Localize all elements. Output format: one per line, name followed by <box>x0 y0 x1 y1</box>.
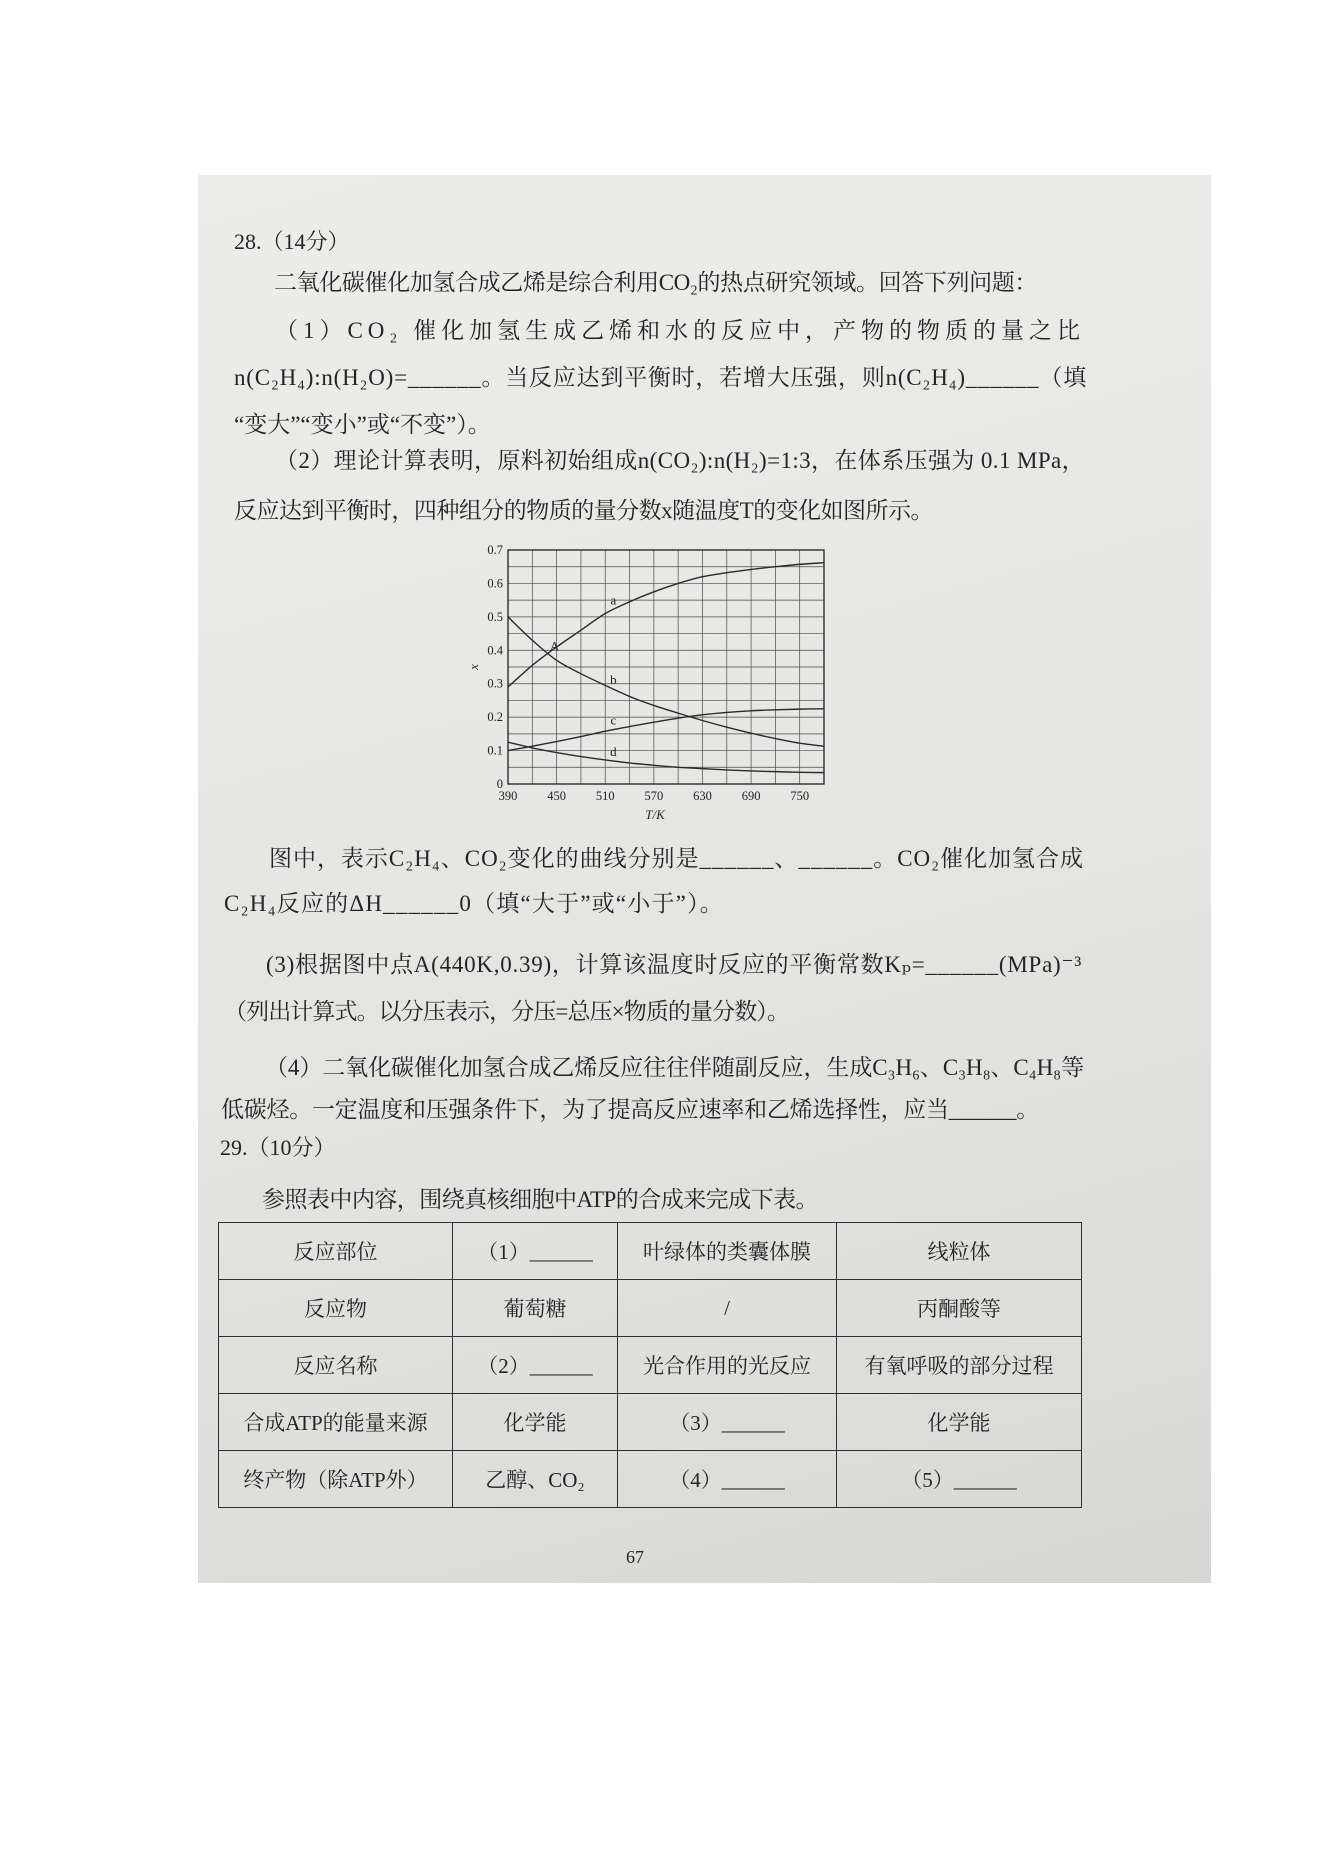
table-cell: 丙酮酸等 <box>837 1280 1082 1337</box>
part-1-line-1: （1）CO₂ 催化加氢生成乙烯和水的反应中，产物的物质的量之比 <box>275 318 1085 343</box>
x-tick-label: 510 <box>595 789 615 803</box>
table-cell: 化学能 <box>453 1394 618 1451</box>
part-4-line-1: （4）二氧化碳催化加氢合成乙烯反应往往伴随副反应，生成C₃H₆、C₃H₈、C₄H₈等 <box>265 1055 1084 1080</box>
series-line-a <box>508 563 824 687</box>
part-2-line-4: C₂H₄反应的ΔH______0（填“大于”或“小于”）。 <box>224 891 724 916</box>
y-tick-label: 0.7 <box>487 543 503 557</box>
x-tick-label: 390 <box>498 789 518 803</box>
x-axis-label: T/K <box>645 807 665 822</box>
part-1-line-2: n(C₂H₄):n(H₂O)=______。当反应达到平衡时，若增大压强，则n(C₂H₄)______（填 <box>234 365 1087 390</box>
table-cell: （5）______ <box>837 1451 1082 1508</box>
series-line-d <box>508 742 824 772</box>
table-cell: （4）______ <box>618 1451 837 1508</box>
y-tick-label: 0.1 <box>487 743 503 758</box>
x-tick-label: 450 <box>547 789 566 803</box>
y-tick-label: 0 <box>496 777 503 791</box>
y-tick-label: 0.2 <box>487 710 503 725</box>
table-cell: （1）______ <box>453 1223 618 1280</box>
row-header-reaction-site: 反应部位 <box>219 1223 453 1280</box>
table-row <box>219 1337 1082 1394</box>
y-tick-label: 0.6 <box>487 576 503 591</box>
part-4-line-2: 低碳烃。一定温度和压强条件下，为了提高反应速率和乙烯选择性，应当______。 <box>221 1097 1040 1122</box>
part-2-line-3: 图中，表示C₂H₄、CO₂变化的曲线分别是______、______。CO₂催化加氢合成 <box>269 846 1084 871</box>
chart-grid <box>508 550 824 784</box>
table-cell: 乙醇、CO₂ <box>453 1451 618 1508</box>
series-line-b <box>508 617 824 746</box>
chart-marks <box>487 543 824 803</box>
part-2-line-2: 反应达到平衡时，四种组分的物质的量分数x随温度T的变化如图所示。 <box>234 498 933 523</box>
part-1-line-3: “变大”“变小”或“不变”）。 <box>234 412 491 437</box>
point-label-A: A <box>549 638 560 654</box>
table-row <box>219 1280 1082 1337</box>
question-28-intro: 二氧化碳催化加氢合成乙烯是综合利用CO₂的热点研究领域。回答下列问题： <box>274 270 1037 295</box>
table-cell: 光合作用的光反应 <box>618 1337 837 1394</box>
y-axis-label: x <box>466 664 481 670</box>
part-2-line-1: （2）理论计算表明，原料初始组成n(CO₂):n(H₂)=1:3，在体系压强为 0.1 MPa， <box>275 448 1085 473</box>
table-cell: （2）______ <box>453 1337 618 1394</box>
table-cell: 有氧呼吸的部分过程 <box>837 1337 1082 1394</box>
table-row <box>219 1394 1082 1451</box>
table-cell: 葡萄糖 <box>453 1280 618 1337</box>
y-tick-label: 0.5 <box>487 609 503 624</box>
table-row <box>219 1451 1082 1508</box>
table-cell: 叶绿体的类囊体膜 <box>618 1223 837 1280</box>
question-29-number: 29.（10分） <box>220 1135 336 1160</box>
page-number: 67 <box>626 1547 644 1567</box>
question-28-number: 28.（14分） <box>234 229 350 254</box>
series-label-b: b <box>610 672 617 688</box>
y-tick-label: 0.3 <box>487 676 503 691</box>
x-tick-label: 690 <box>741 789 761 803</box>
question-29-intro: 参照表中内容，围绕真核细胞中ATP的合成来完成下表。 <box>262 1187 818 1212</box>
x-tick-label: 570 <box>644 789 664 803</box>
y-tick-label: 0.4 <box>487 643 503 658</box>
x-tick-label: 630 <box>693 789 712 803</box>
x-tick-label: 750 <box>790 789 810 803</box>
table-cell: / <box>618 1280 837 1337</box>
table-row <box>219 1223 1082 1280</box>
row-header-reaction-name: 反应名称 <box>219 1337 453 1394</box>
table-cell: 化学能 <box>837 1394 1082 1451</box>
table-cell: 线粒体 <box>837 1223 1082 1280</box>
row-header-energy-source: 合成ATP的能量来源 <box>219 1394 453 1451</box>
row-header-reactant: 反应物 <box>219 1280 453 1337</box>
series-label-d: d <box>610 743 617 759</box>
series-label-a: a <box>610 592 617 608</box>
series-line-c <box>508 709 824 751</box>
part-3-line-2: （列出计算式。以分压表示，分压=总压×物质的量分数）。 <box>224 999 789 1024</box>
part-3-line-1: (3)根据图中点A(440K,0.39)，计算该温度时反应的平衡常数Kₚ=______(MPa)⁻³ <box>266 952 1082 977</box>
series-label-c: c <box>610 712 617 728</box>
row-header-end-products: 终产物（除ATP外） <box>219 1451 453 1508</box>
table-cell: （3）______ <box>618 1394 837 1451</box>
atp-synthesis-table <box>218 1222 1082 1508</box>
mole-fraction-vs-temperature-chart <box>460 535 840 830</box>
